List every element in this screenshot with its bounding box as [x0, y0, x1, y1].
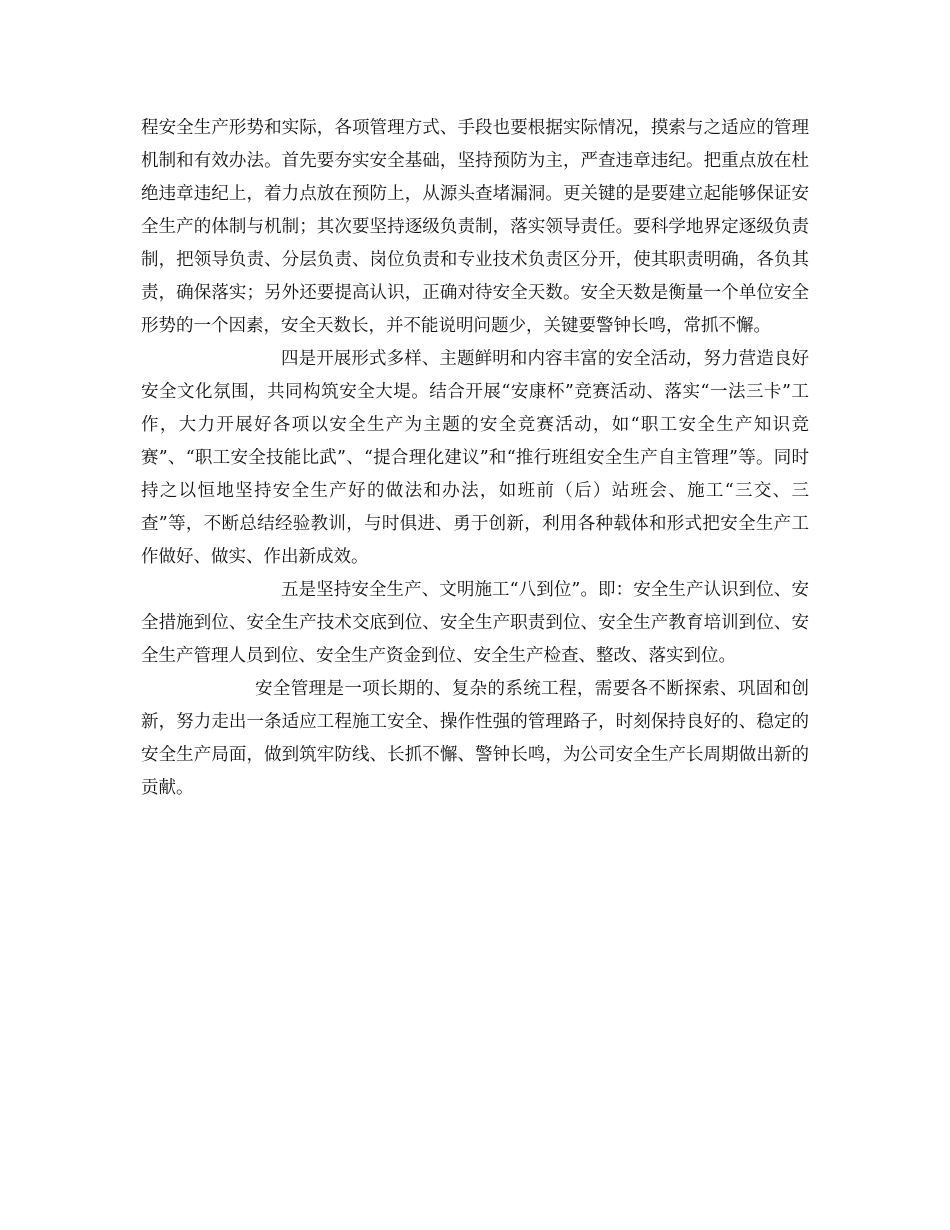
paragraph-point-five: 五是坚持安全生产、文明施工“八到位”。即：安全生产认识到位、安全措施到位、安全生产技术交底到位、安全生产职责到位、安全生产教育培训到位、安全生产管理人员到位、安全生产资金到位、安全生产检查、整改、落实到位。 [141, 580, 809, 666]
paragraph-conclusion: 安全管理是一项长期的、复杂的系统工程，需要各不断探索、巩固和创新，努力走出一条适应工程施工安全、操作性强的管理路子，时刻保持良好的、稳定的安全生产局面，做到筑牢防线、长抓不懈、警钟长鸣，为公司安全生产长周期做出新的贡献。 [141, 679, 809, 798]
paragraph-point-four: 四是开展形式多样、主题鲜明和内容丰富的安全活动，努力营造良好安全文化氛围，共同构筑安全大堤。结合开展“安康杯”竞赛活动、落实“一法三卡”工作，大力开展好各项以安全生产为主题的安全竞赛活动，如“职工安全生产知识竞赛”、“职工安全技能比武”、“提合理化建议”和“推行班组安全生产自主管理”等。同时持之以恒地坚持安全生产好的做法和办法，如班前（后）站班会、施工“三交、三查”等，不断总结经验教训，与时俱进、勇于创新，利用各种载体和形式把安全生产工作做好、做实、作出新成效。 [141, 349, 809, 567]
document-body [141, 112, 809, 805]
paragraph-continuation: 程安全生产形势和实际，各项管理方式、手段也要根据实际情况，摸索与之适应的管理机制和有效办法。首先要夯实安全基础，坚持预防为主，严查违章违纪。把重点放在杜绝违章违纪上，着力点放在预防上，从源头查堵漏洞。更关键的是要建立起能够保证安全生产的体制与机制；其次要坚持逐级负责制，落实领导责任。要科学地界定逐级负责制，把领导负责、分层负责、岗位负责和专业技术负责区分开，使其职责明确，各负其责，确保落实；另外还要提高认识，正确对待安全天数。安全天数是衡量一个单位安全形势的一个因素，安全天数长，并不能说明问题少，关键要警钟长鸣，常抓不懈。 [141, 118, 809, 336]
